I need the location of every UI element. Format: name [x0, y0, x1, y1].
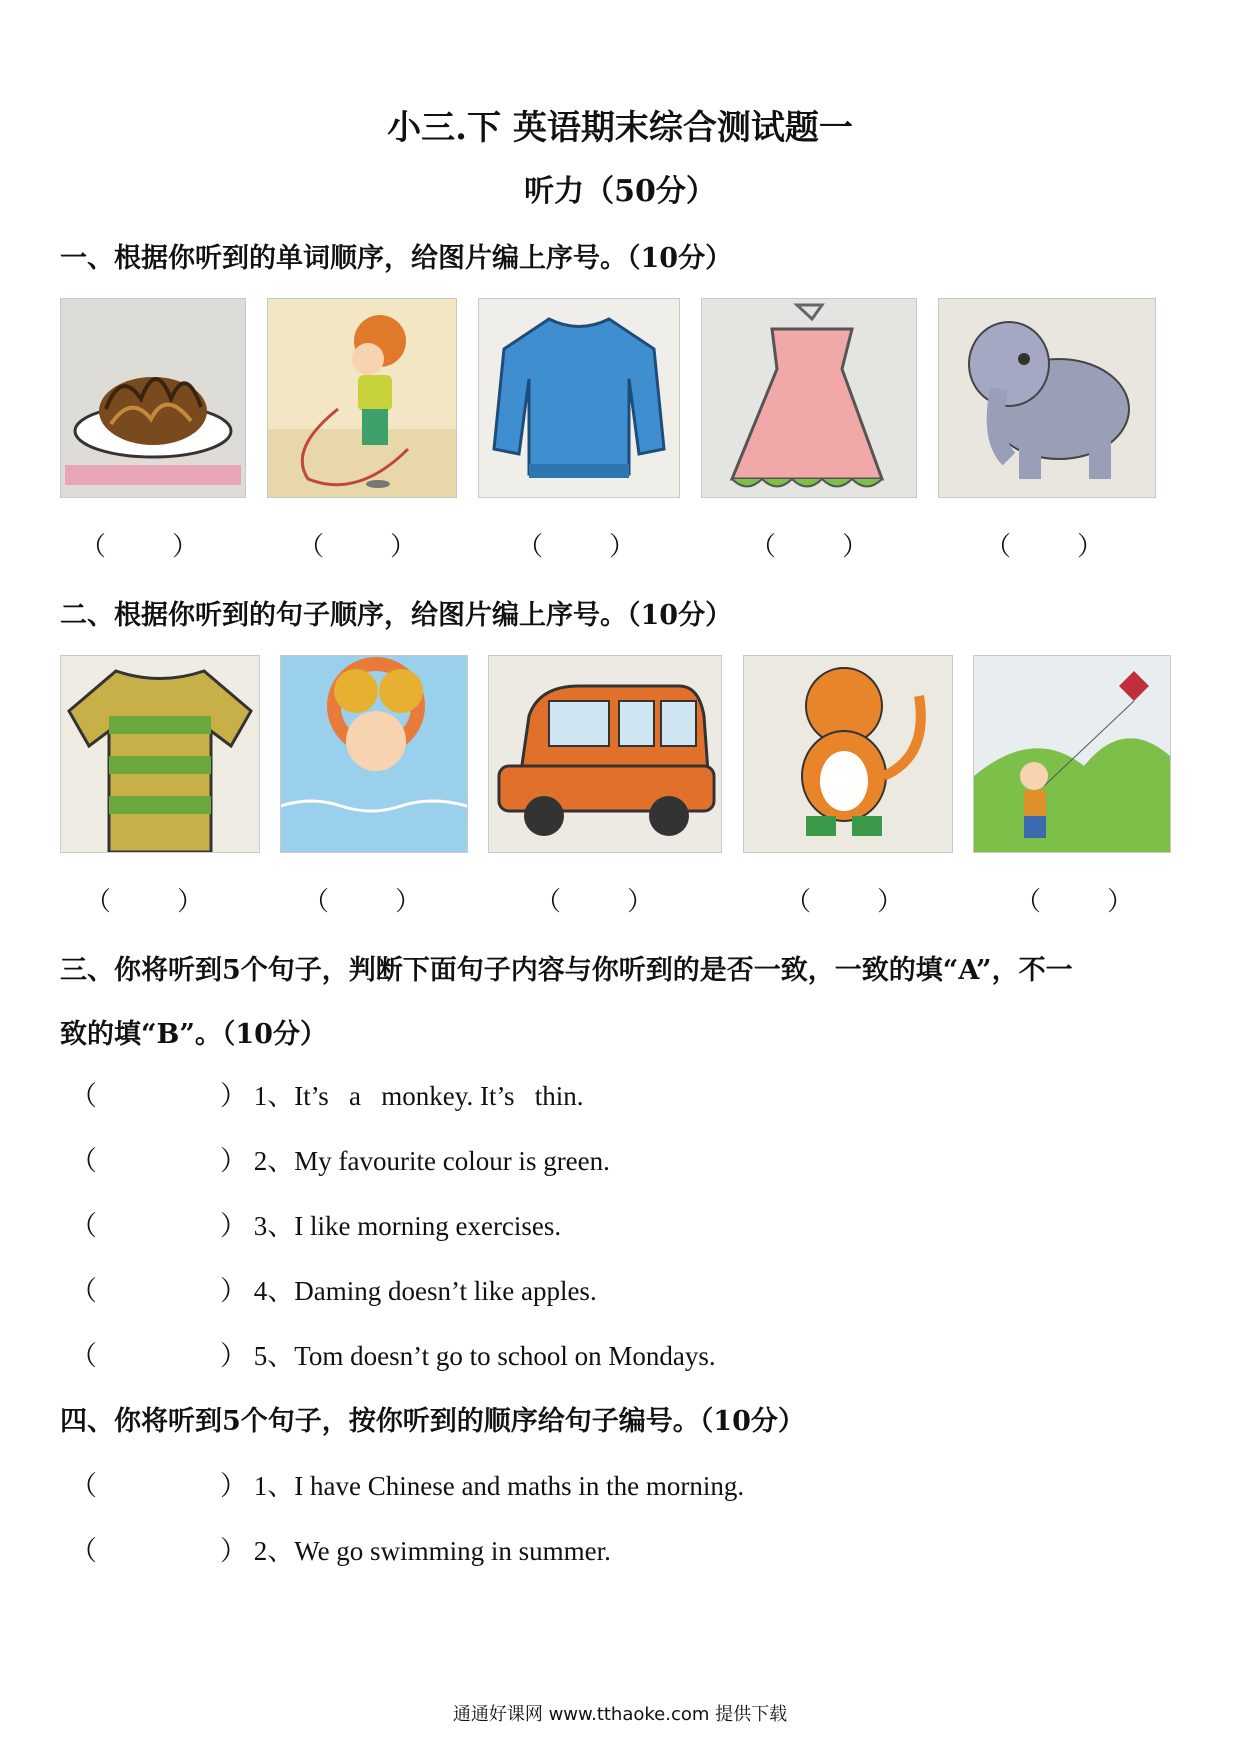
section-3-heading-line1: 三、你将听到5个句子，判断下面句子内容与你听到的是否一致，一致的填“A”，不一	[60, 955, 1073, 986]
tiger-image	[743, 655, 953, 853]
answer-blank[interactable]: （	[70, 1146, 97, 1176]
statement-item: （ ） 4、Daming doesn’t like apples.	[70, 1269, 597, 1308]
answer-blank[interactable]: （	[70, 1341, 97, 1371]
answer-blank[interactable]: （ ）	[298, 532, 417, 562]
answer-blank[interactable]: （ ）	[1015, 887, 1134, 917]
car-image	[488, 655, 722, 853]
answer-blank[interactable]: （ ）	[985, 532, 1104, 562]
section-2-heading: 二、根据你听到的句子顺序，给图片编上序号。（10分）	[60, 600, 733, 631]
jump-rope-image	[267, 298, 457, 498]
answer-blank[interactable]: （ ）	[535, 887, 654, 917]
statement-item: （ ） 2、My favourite colour is green.	[70, 1139, 610, 1178]
answer-blank[interactable]: （ ）	[85, 887, 204, 917]
answer-blank[interactable]: （ ）	[750, 532, 869, 562]
section-3-heading-line2: 致的填“B”。（10分）	[60, 1019, 327, 1050]
noodles-image	[60, 298, 246, 498]
sweater-image	[478, 298, 680, 498]
statement-item: （ ） 3、I like morning exercises.	[70, 1204, 561, 1243]
swimming-girl-image	[280, 655, 468, 853]
statement-item: （ ） 1、I have Chinese and maths in the morning.	[70, 1464, 744, 1503]
section-1-heading: 一、根据你听到的单词顺序，给图片编上序号。（10分）	[60, 243, 733, 274]
statement-item: （ ） 1、It’s a monkey. It’s thin.	[70, 1074, 583, 1113]
section-4-heading: 四、你将听到5个句子，按你听到的顺序给句子编号。（10分）	[60, 1406, 805, 1437]
elephant-image	[938, 298, 1156, 498]
statement-item: （ ） 5、Tom doesn’t go to school on Mondays.	[70, 1334, 716, 1373]
answer-blank[interactable]: （	[70, 1276, 97, 1306]
statement-item: （ ） 2、We go swimming in summer.	[70, 1529, 611, 1568]
answer-blank[interactable]: （ ）	[80, 532, 199, 562]
page-title: 小三.下 英语期末综合测试题一	[387, 108, 853, 148]
kite-boy-image	[973, 655, 1171, 853]
answer-blank[interactable]: （	[70, 1081, 97, 1111]
dress-image	[701, 298, 917, 498]
answer-blank[interactable]: （ ）	[517, 532, 636, 562]
answer-blank[interactable]: （	[70, 1211, 97, 1241]
answer-blank[interactable]: （	[70, 1536, 97, 1566]
answer-blank[interactable]: （	[70, 1471, 97, 1501]
page-subtitle: 听力（50分）	[524, 174, 716, 209]
answer-blank[interactable]: （ ）	[785, 887, 904, 917]
page-footer: 通通好课网 www.tthaoke.com 提供下载	[452, 1704, 788, 1725]
striped-tshirt-image	[60, 655, 260, 853]
answer-blank[interactable]: （ ）	[303, 887, 422, 917]
